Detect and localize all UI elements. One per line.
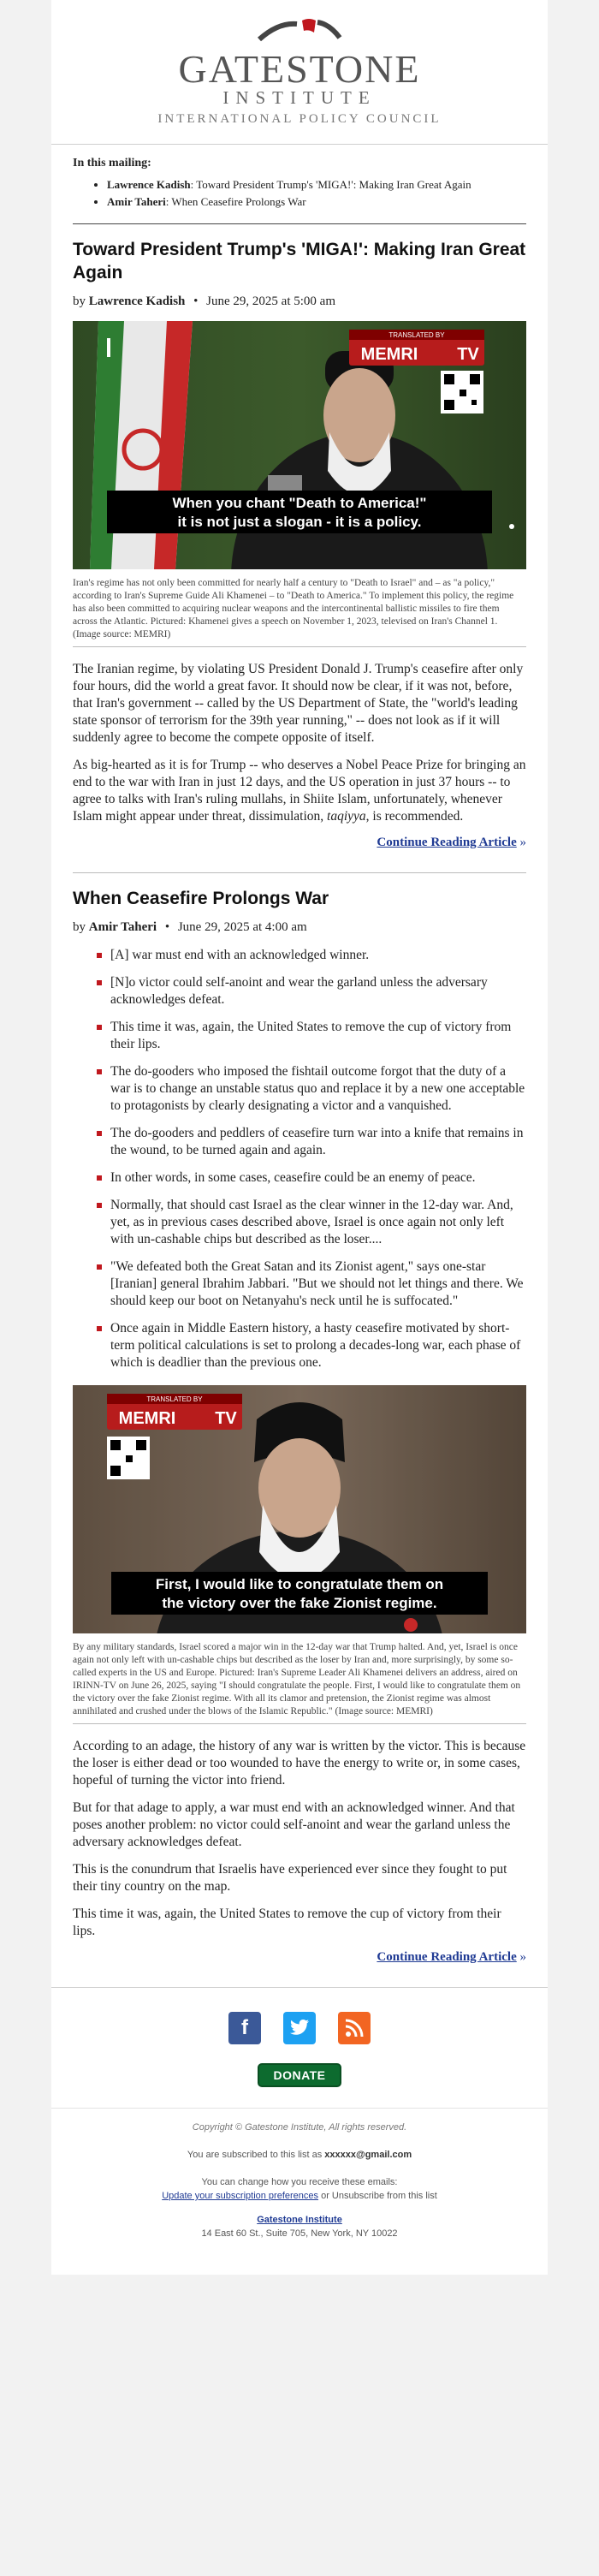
article-1-image[interactable]	[73, 321, 526, 574]
facebook-icon[interactable]: f	[228, 2012, 261, 2044]
image-subtitle-line1: First, I would like to congratulate them on	[155, 1576, 444, 1592]
article-2-paragraph: According to an adage, the history of any war is written by the victor. This is because the loser is either dead or too wounded to have the energy to write or, in some cases, hopeful of turning the victor into friend.	[73, 1739, 526, 1788]
article-2-highlights	[73, 947, 526, 1371]
logo-tagline: INTERNATIONAL POLICY COUNCIL	[157, 112, 442, 126]
mailing-index	[73, 145, 526, 224]
footer	[51, 1987, 548, 2240]
mailing-item-title: : When Ceasefire Prolongs War	[165, 195, 306, 208]
article-1-read-more	[73, 836, 526, 850]
gatestone-logo-icon	[252, 15, 347, 45]
mailing-item-author: Lawrence Kadish	[107, 178, 191, 191]
image-subtitle-line2: the victory over the fake Zionist regime.	[162, 1595, 437, 1611]
article-2-paragraph: This is the conundrum that Israelis have experienced ever since they fought to put their tiny country on the map.	[73, 1862, 507, 1894]
article-2-caption: By any military standards, Israel scored a major win in the 12-day war that Trump halted. And, yet, Israel is once again not only left with un-cashable chips but described as the loser by Iran and, more surprisingly, by some so-called experts in the US and Europe. Pictured: Iran's Supreme Leader Ali Khamenei delivers an address, aired on IRINN-TV on June 26, 2025, saying "I should congratulate the people. First, I would like to congratulate them on the victory over the fake Zionist regime. With all its clamor and pretension, the Zionist regime was almost annihilated and crushed under the blows of the Islamic Republic." (Image source: MEMRI)	[73, 1641, 526, 1724]
memri-badge-top: TRANSLATED BY	[388, 331, 445, 339]
memri-badge-top: TRANSLATED BY	[146, 1395, 203, 1403]
subscriber-email: xxxxxx@gmail.com	[324, 2150, 412, 2160]
article-1-author: Lawrence Kadish	[88, 294, 186, 308]
divider	[73, 872, 526, 873]
highlight-item: [A] war must end with an acknowledged winner.	[97, 947, 526, 964]
divider	[51, 2108, 548, 2109]
mailing-heading: In this mailing:	[73, 157, 151, 170]
image-subtitle-line2: it is not just a slogan - it is a policy.	[177, 514, 422, 530]
subscription-notice: You are subscribed to this list as xxxxxx@gmail.com	[187, 2150, 412, 2160]
highlight-item: This time it was, again, the United States to remove the cup of victory from their lips.	[97, 1019, 526, 1053]
byline-separator: •	[164, 920, 170, 934]
article-1-paragraph: The Iranian regime, by violating US President Donald J. Trump's ceasefire after only four hours, did the world a great favor. It should now be clear, if it was not, before, that Iran's government -- called by the US Department of State, the "world's leading state sponsor of terrorism for the 39th year running," -- does not look as if it will suddenly agree to become the compete opposite of itself.	[73, 662, 524, 745]
org-name-link[interactable]: Gatestone Institute	[257, 2215, 342, 2225]
copyright: Copyright © Gatestone Institute, All rights reserved.	[192, 2122, 407, 2133]
memri-badge-name: MEMRI	[360, 345, 418, 364]
logo-subtitle: INSTITUTE	[222, 87, 377, 108]
social-links	[51, 2012, 548, 2044]
image-subtitle-line1: When you chant "Death to America!"	[172, 495, 427, 511]
continue-reading-link[interactable]: Continue Reading Article	[377, 836, 517, 849]
highlight-item: The do-gooders who imposed the fishtail outcome forgot that the duty of a war is to change an unstable status quo and replace it by a new one acceptable to protagonists by clearly designating a victor and a vanquished.	[97, 1063, 526, 1115]
chevron-right-icon: »	[519, 1950, 526, 1964]
continue-reading-link[interactable]: Continue Reading Article	[377, 1950, 517, 1964]
chevron-right-icon: »	[519, 836, 526, 849]
mailing-item-title: : Toward President Trump's 'MIGA!': Making Iran Great Again	[190, 178, 471, 191]
article-1-title[interactable]: Toward President Trump's 'MIGA!': Making Iran Great Again	[73, 240, 526, 283]
article-2-byline	[73, 920, 526, 935]
organization-info	[51, 2213, 548, 2240]
preferences-notice	[51, 2175, 548, 2203]
article-2-date: June 29, 2025 at 4:00 am	[177, 920, 307, 934]
article-1-paragraph: As big-hearted as it is for Trump -- who deserves a Nobel Peace Prize for bringing an end to the war with Iran in just 12 days, and the US operation in just 37 hours -- to agree to talks with Iran's ruling mullahs, in Shiite Islam, unfortunately, whenever Islam might appear under threat, dissimulation, taqiyya, is recommended.	[73, 758, 526, 824]
email-container	[51, 0, 548, 2275]
memri-badge-name: MEMRI	[118, 1409, 176, 1428]
mailing-list	[73, 177, 526, 209]
khamenei-speech-image	[73, 321, 526, 569]
byline-by: by	[73, 294, 86, 308]
mailing-item-author: Amir Taheri	[107, 195, 166, 208]
memri-badge-tv: TV	[215, 1409, 237, 1428]
memri-badge-tv: TV	[457, 345, 479, 364]
update-preferences-link[interactable]: Update your subscription preferences	[162, 2191, 319, 2201]
highlight-item: [N]o victor could self-anoint and wear the garland unless the adversary acknowledges defeat.	[97, 974, 526, 1008]
article-2-paragraph: This time it was, again, the United States to remove the cup of victory from their lips.	[73, 1907, 501, 1938]
article-1-caption: Iran's regime has not only been committed for nearly half a century to "Death to Israel" and – as "a policy," according to Iran's Supreme Guide Ali Khamenei – to "Death to America." To implement this policy, the regime has also been committed to acquiring nuclear weapons and the intercontinental ballistic missiles to fire them across the Atlantic. Pictured: Khamenei gives a speech on November 1, 2023, televised on Iran's Channel 1. (Image source: MEMRI)	[73, 577, 526, 647]
donate-button[interactable]: DONATE	[258, 2063, 341, 2087]
rss-icon[interactable]	[338, 2012, 371, 2044]
pause-icon	[107, 338, 110, 357]
article-2-read-more	[73, 1950, 526, 1965]
article-1-byline	[73, 294, 526, 309]
highlight-item: "We defeated both the Great Satan and its Zionist agent," says one-star [Iranian] general Ibrahim Jabbari. "But we should not let things and there. We should keep our boot on Netanyahu's neck until he is suffocated."	[97, 1258, 526, 1310]
article-2-title[interactable]: When Ceasefire Prolongs War	[73, 889, 329, 908]
header	[51, 0, 548, 145]
highlight-item: Normally, that should cast Israel as the clear winner in the 12-day war. And, yet, as in previous cases described above, Israel is once again not only left with un-cashable chips but described as the loser....	[97, 1197, 526, 1248]
mailing-item[interactable]	[107, 194, 526, 209]
article-2-author: Amir Taheri	[88, 920, 157, 934]
article-2-image[interactable]	[73, 1385, 526, 1638]
byline-by: by	[73, 920, 86, 934]
byline-separator: •	[193, 294, 199, 308]
change-text: You can change how you receive these emails:	[201, 2177, 398, 2187]
article-1-date: June 29, 2025 at 5:00 am	[206, 294, 335, 308]
highlight-item: The do-gooders and peddlers of ceasefire turn war into a knife that remains in the wound, to be turned again and again.	[97, 1125, 526, 1159]
mailing-item[interactable]	[107, 177, 526, 192]
article-2	[73, 887, 526, 1965]
highlight-item: Once again in Middle Eastern history, a hasty ceasefire motivated by short-term political calculations is set to prolong a decades-long war, each phase of which is deadlier than the previous one.	[97, 1320, 526, 1371]
unsubscribe-text[interactable]: or Unsubscribe from this list	[318, 2191, 437, 2201]
logo-wordmark: GATESTONE	[178, 47, 421, 91]
highlight-item: In other words, in some cases, ceasefire could be an enemy of peace.	[97, 1169, 526, 1187]
article-2-paragraph: But for that adage to apply, a war must end with an acknowledged winner. And that poses another problem: no victor could self-anoint and wear the garland unless the adversary acknowledges defeat.	[73, 1800, 515, 1849]
italic-term: taqiyya	[327, 809, 366, 824]
org-address: 14 East 60 St., Suite 705, New York, NY 10022	[201, 2228, 398, 2239]
article-1	[73, 238, 526, 850]
khamenei-address-image	[73, 1385, 526, 1633]
twitter-icon[interactable]	[283, 2012, 316, 2044]
